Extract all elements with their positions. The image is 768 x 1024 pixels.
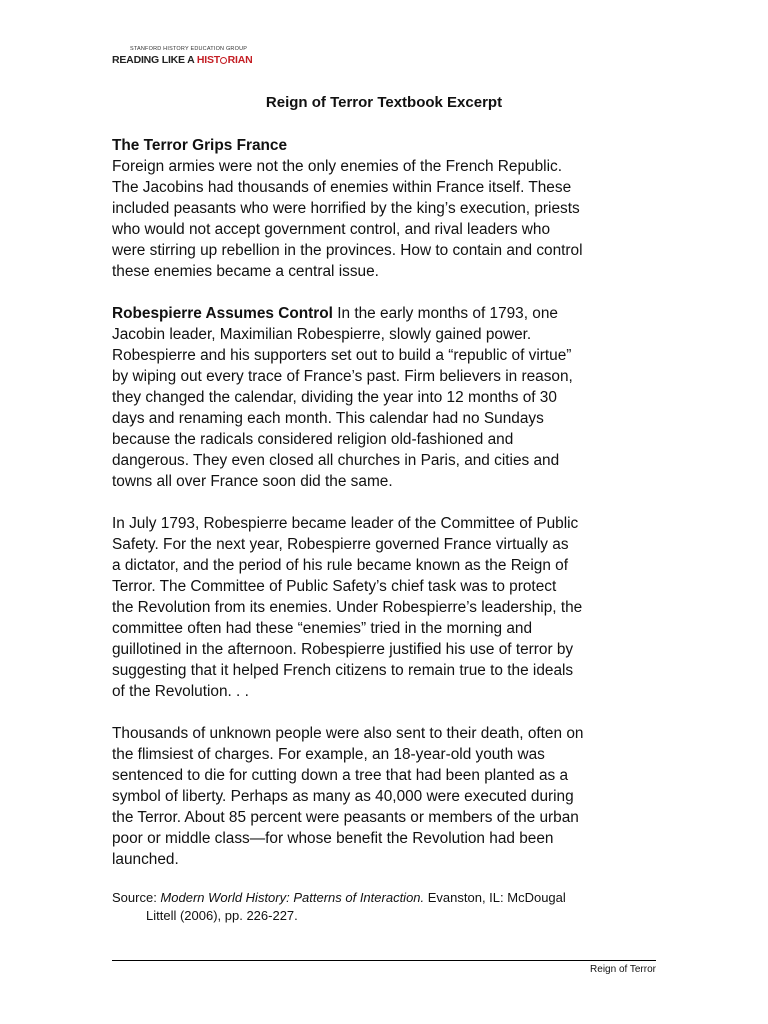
logo-wordmark	[112, 54, 253, 66]
paragraph3-line: guillotined in the afternoon. Robespierre justified his use of terror by	[112, 641, 574, 658]
section1-line: Foreign armies were not the only enemies of the French Republic.	[112, 158, 562, 175]
paragraph4-line: the flimsiest of charges. For example, an 18-year-old youth was	[112, 746, 545, 763]
source-citation	[112, 889, 672, 925]
section2-first-line	[112, 303, 662, 324]
source-line-2: Littell (2006), pp. 226-227.	[146, 908, 298, 923]
section2-heading: Robespierre Assumes Control	[112, 305, 333, 322]
paragraph4-line: poor or middle class—for whose benefit the Revolution had been	[112, 830, 554, 847]
section2-line: dangerous. They even closed all churches in Paris, and cities and	[112, 452, 560, 469]
section1-line: who would not accept government control, and rival leaders who	[112, 221, 551, 238]
paragraph3-line: of the Revolution. . .	[112, 683, 249, 700]
document-body	[112, 135, 662, 870]
logo	[112, 46, 252, 70]
section2-line: by wiping out every trace of France’s past. Firm believers in reason,	[112, 368, 573, 385]
paragraph3-line: Safety. For the next year, Robespierre governed France virtually as	[112, 536, 569, 553]
paragraph3-line: committee often had these “enemies” tried in the morning and	[112, 620, 533, 637]
section2-line: Jacobin leader, Maximilian Robespierre, slowly gained power.	[112, 326, 532, 343]
paragraph4-line: launched.	[112, 851, 179, 868]
section2-first-line-text: In the early months of 1793, one	[332, 305, 558, 322]
section2-line: they changed the calendar, dividing the year into 12 months of 30	[112, 389, 557, 406]
paragraph4-line: symbol of liberty. Perhaps as many as 40,000 were executed during	[112, 788, 574, 805]
paragraph4-line: sentenced to die for cutting down a tree that had been planted as a	[112, 767, 569, 784]
magnifier-icon	[220, 57, 227, 64]
paragraph3-line: a dictator, and the period of his rule became known as the Reign of	[112, 557, 569, 574]
footer-label: Reign of Terror	[590, 964, 656, 975]
section2-line: Robespierre and his supporters set out to build a “republic of virtue”	[112, 347, 572, 364]
paragraph4-line: the Terror. About 85 percent were peasants or members of the urban	[112, 809, 579, 826]
section1-line: were stirring up rebellion in the provinces. How to contain and control	[112, 242, 583, 259]
section2-line: towns all over France soon did the same.	[112, 473, 393, 490]
logo-part3: RIAN	[227, 54, 253, 66]
page-title: Reign of Terror Textbook Excerpt	[265, 94, 503, 111]
paragraph3-line: suggesting that it helped French citizens to remain true to the ideals	[112, 662, 574, 679]
paragraph3-line: Terror. The Committee of Public Safety’s chief task was to protect	[112, 578, 557, 595]
section2-line: days and renaming each month. This calendar had no Sundays	[112, 410, 544, 427]
section1-heading: The Terror Grips France	[112, 137, 288, 154]
paragraph4-line: Thousands of unknown people were also sent to their death, often on	[112, 725, 584, 742]
logo-tagline: STANFORD HISTORY EDUCATION GROUP	[130, 46, 248, 52]
section1-line: these enemies became a central issue.	[112, 263, 379, 280]
section2-line: because the radicals considered religion old-fashioned and	[112, 431, 514, 448]
section1-line: The Jacobins had thousands of enemies within France itself. These	[112, 179, 572, 196]
source-publisher: Evanston, IL: McDougal	[424, 890, 566, 905]
source-line-1	[112, 889, 672, 907]
paragraph3-line: In July 1793, Robespierre became leader of the Committee of Public	[112, 515, 579, 532]
source-work-title: Modern World History: Patterns of Interaction.	[160, 890, 425, 905]
source-label: Source:	[112, 890, 161, 905]
footer-rule	[112, 960, 656, 961]
section1-line: included peasants who were horrified by the king’s execution, priests	[112, 200, 580, 217]
logo-part2: HIST	[196, 54, 221, 66]
paragraph3-line: the Revolution from its enemies. Under Robespierre’s leadership, the	[112, 599, 583, 616]
logo-part1: READING LIKE A	[112, 54, 197, 66]
